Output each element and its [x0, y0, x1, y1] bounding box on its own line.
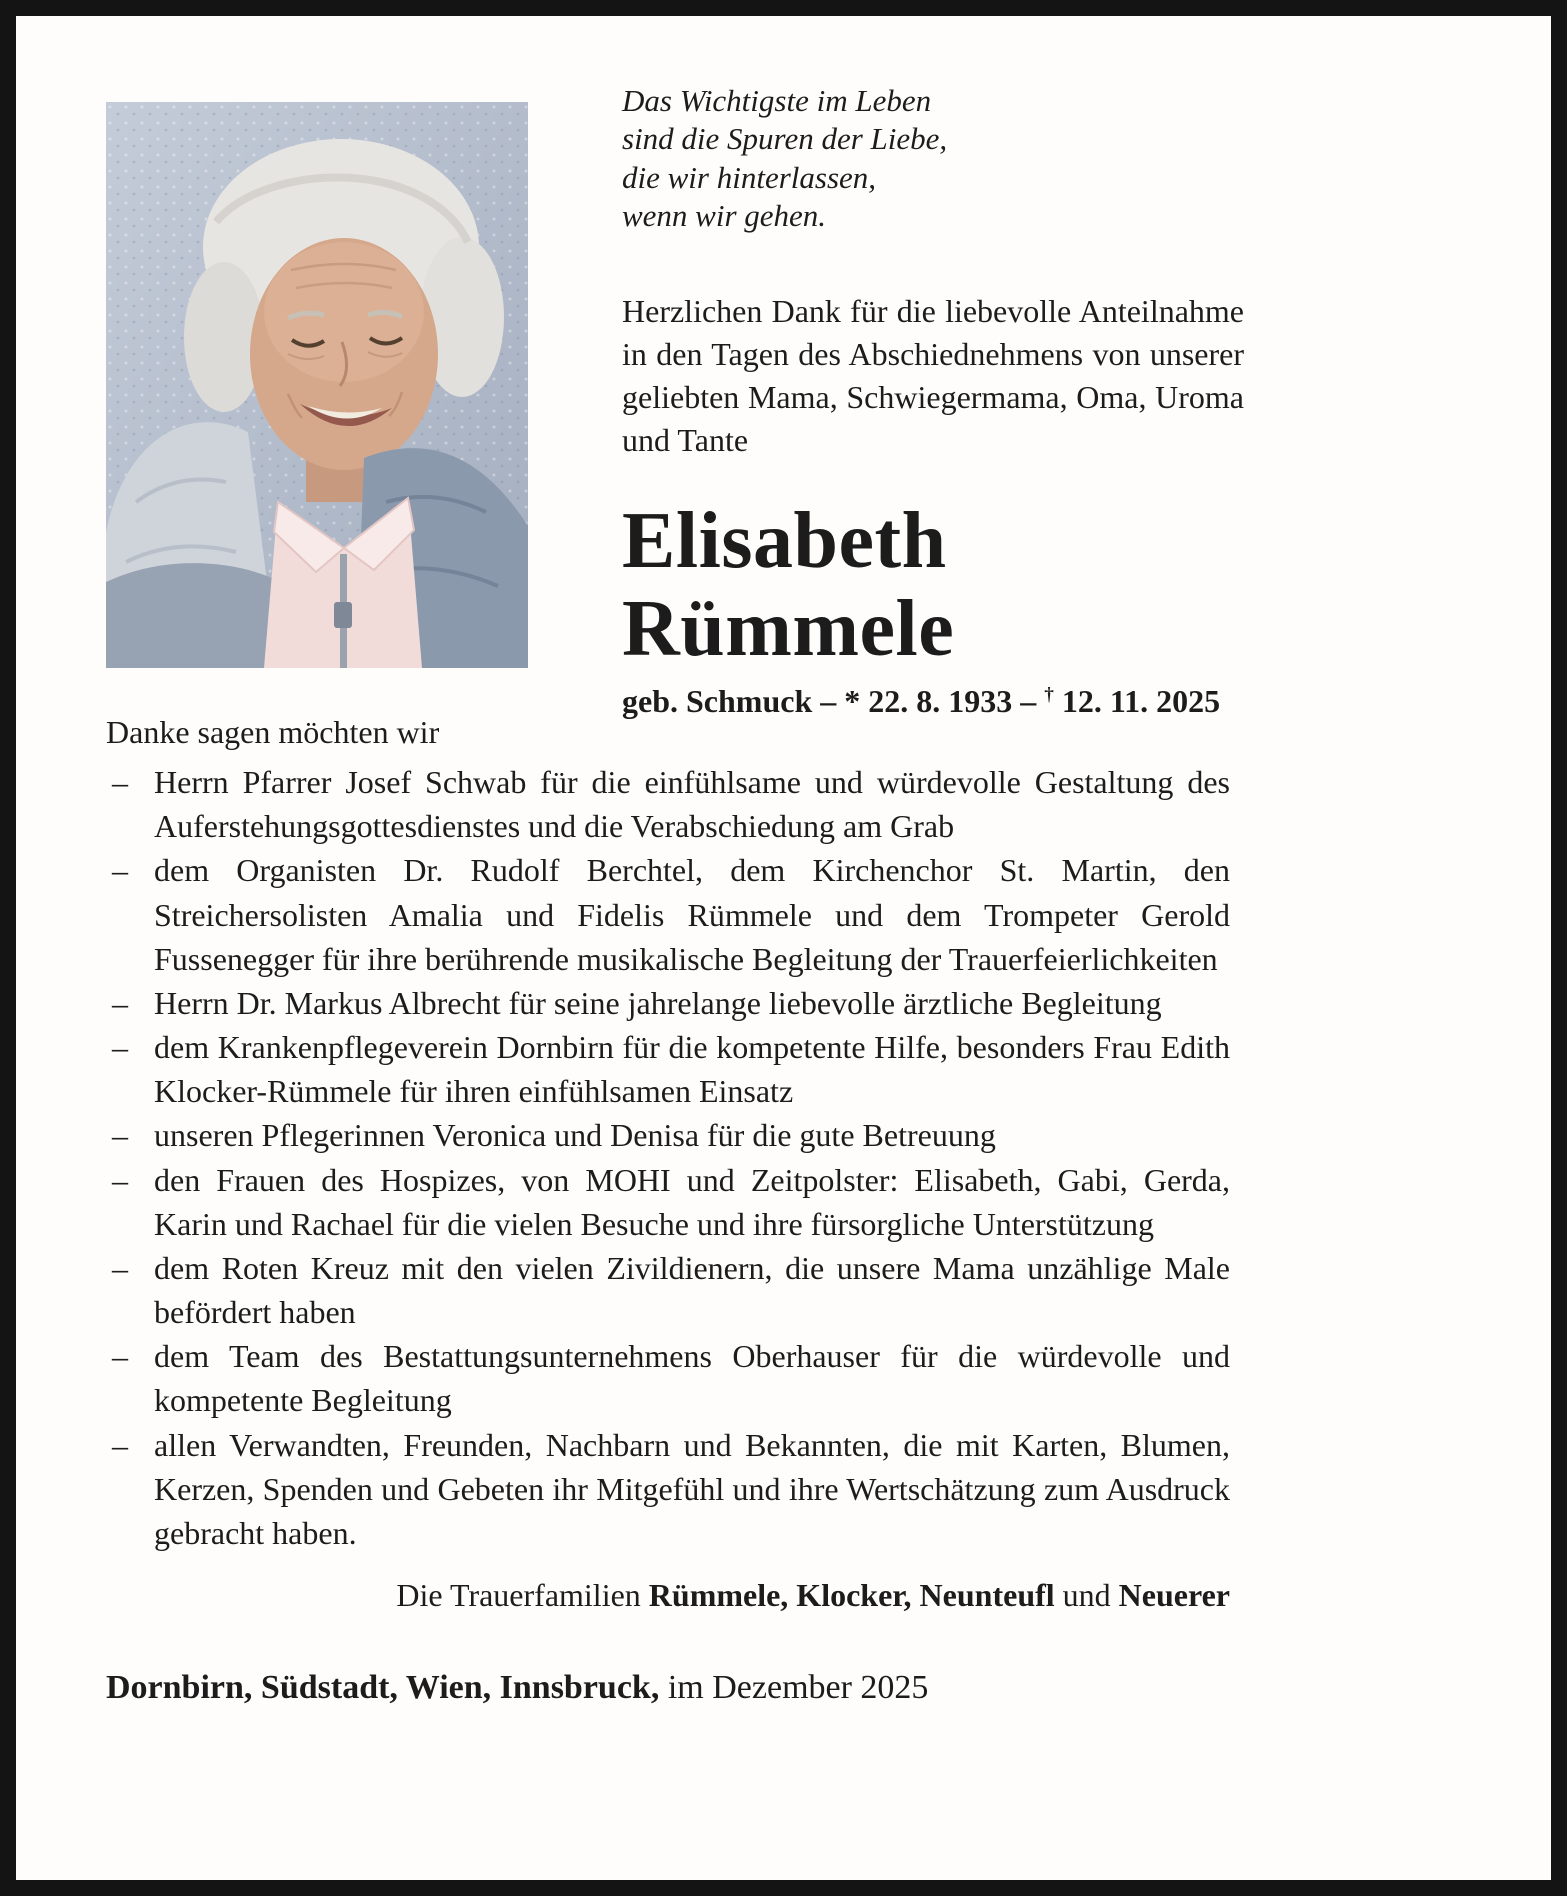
thanks-section — [106, 710, 1230, 1712]
thanks-list — [106, 760, 1230, 1555]
acknowledgment-intro: Herzlichen Dank für die liebevolle Anteilnahme in den Tagen des Abschiednehmens von unserer geliebten Mama, Schwiegermama, Oma, Uroma und Tante — [622, 292, 1244, 459]
dash-marker: – — [112, 1117, 128, 1154]
dash-marker: – — [112, 1161, 128, 1198]
thanks-item-text: allen Verwandten, Freunden, Nachbarn und Bekannten, die mit Karten, Blumen, Kerzen, Spenden und Gebeten ihr Mitgefühl und ihre Wertschätzung zum Ausdruck gebracht haben. — [154, 1426, 1230, 1551]
thanks-item — [106, 1423, 1230, 1555]
dash-marker: – — [112, 984, 128, 1021]
families-names-secondary: Neuerer — [1118, 1576, 1230, 1613]
families-names-primary: Rümmele, Klocker, Neunteufl — [648, 1576, 1055, 1613]
deceased-first-name: Elisabeth — [622, 496, 947, 585]
dash-marker: – — [112, 764, 128, 801]
thanks-item-text: dem Organisten Dr. Rudolf Berchtel, dem Kirchenchor St. Martin, den Streichersolisten Amalia und Fidelis Rümmele und dem Trompeter Gerold Fussenegger für ihre berührende musikalische Begleitung der Trauerfeierlichkeiten — [154, 852, 1230, 977]
deceased-last-name: Rümmele — [622, 584, 955, 673]
footer-places: Dornbirn, Südstadt, Wien, Innsbruck, — [106, 1669, 660, 1707]
thanks-item — [106, 1334, 1230, 1422]
thanks-item — [106, 1158, 1230, 1246]
dash-marker: – — [112, 1338, 128, 1375]
families-lead: Die Trauerfamilien — [396, 1576, 649, 1613]
families-connector: und — [1054, 1576, 1119, 1613]
thanks-item-text: dem Roten Kreuz mit den vielen Zivildienern, die unsere Mama unzählige Male befördert haben — [154, 1249, 1230, 1331]
thanks-item — [106, 981, 1230, 1025]
thanks-item — [106, 760, 1230, 848]
quote-line: sind die Spuren der Liebe, — [622, 121, 948, 157]
thanks-item-text: dem Krankenpflegeverein Dornbirn für die kompetente Hilfe, besonders Frau Edith Klocker-Rümmele für ihren einfühlsamen Einsatz — [154, 1029, 1230, 1110]
thanks-item — [106, 1113, 1230, 1157]
thanks-item — [106, 1246, 1230, 1334]
thanks-heading: Danke sagen möchten wir — [106, 714, 440, 750]
thanks-item-text: den Frauen des Hospizes, von MOHI und Zeitpolster: Elisabeth, Gabi, Gerda, Karin und Rachael für die vielen Besuche und ihre fürsorgliche Unterstützung — [154, 1161, 1230, 1242]
dash-marker: – — [112, 1426, 128, 1463]
dates-tail: 12. 11. 2025 — [1053, 682, 1221, 719]
quote-line: wenn wir gehen. — [622, 198, 827, 234]
dash-marker: – — [112, 1029, 128, 1066]
dagger-symbol: † — [1044, 683, 1054, 705]
thanks-item — [106, 848, 1230, 980]
dates-lead: geb. Schmuck – * 22. 8. 1933 – — [622, 682, 1045, 719]
thanks-item-text: Herrn Pfarrer Josef Schwab für die einfühlsame und würdevolle Gestaltung des Auferstehungsgottesdienstes und die Verabschiedung am Grab — [154, 764, 1230, 845]
thanks-item-text: dem Team des Bestattungsunternehmens Oberhauser für die würdevolle und kompetente Begleitung — [154, 1338, 1230, 1419]
memorial-quote — [622, 82, 1244, 236]
quote-line: die wir hinterlassen, — [622, 159, 877, 195]
portrait-photo — [106, 102, 528, 668]
dash-marker: – — [112, 1249, 128, 1286]
thanks-item-text: unseren Pflegerinnen Veronica und Denisa für die gute Betreuung — [154, 1117, 996, 1154]
right-column — [622, 82, 1244, 720]
quote-line: Das Wichtigste im Leben — [622, 83, 932, 118]
place-date-line — [106, 1665, 1230, 1712]
footer-date: im Dezember 2025 — [659, 1669, 929, 1707]
mourning-families-line — [106, 1573, 1230, 1617]
dash-marker: – — [112, 852, 128, 889]
deceased-name — [622, 497, 1244, 673]
thanks-item-text: Herrn Dr. Markus Albrecht für seine jahrelange liebevolle ärztliche Begleitung — [154, 984, 1162, 1021]
thanks-item — [106, 1025, 1230, 1113]
portrait-photo-illustration — [106, 102, 528, 668]
